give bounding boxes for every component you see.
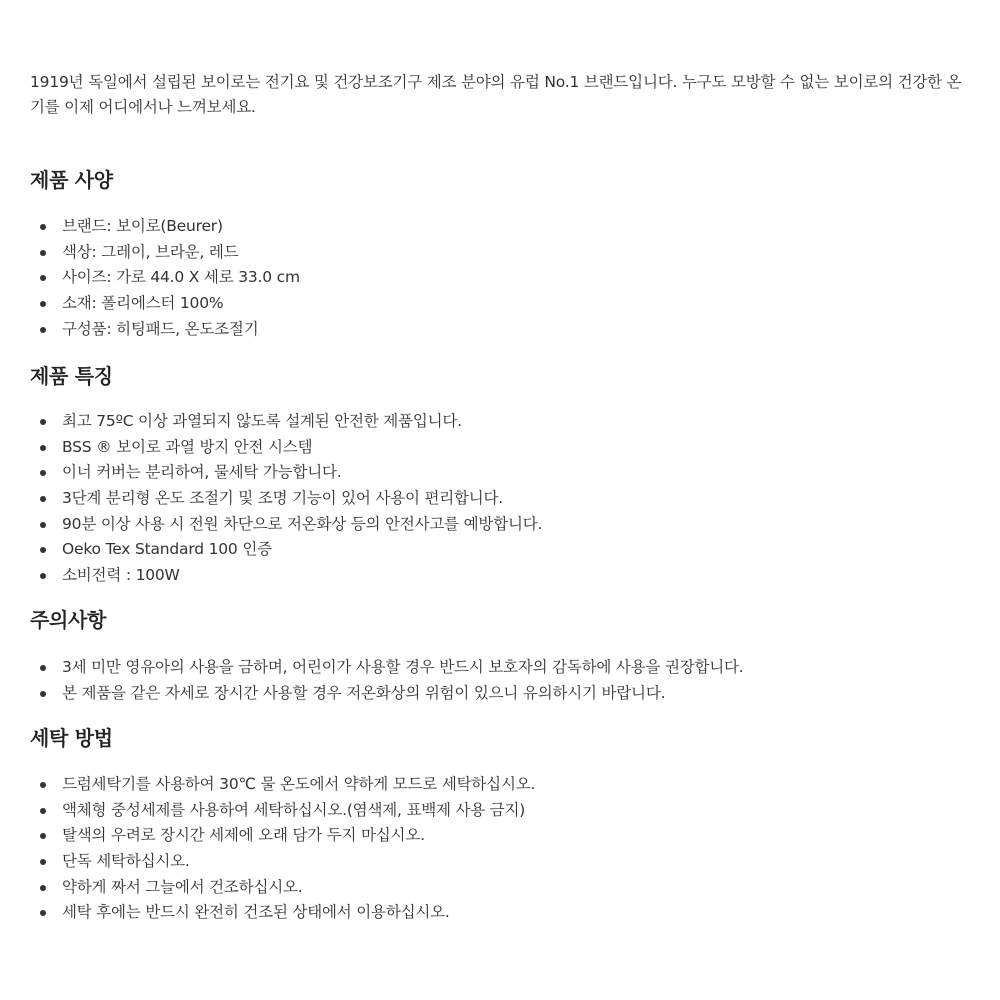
bullet-dot-icon [40, 859, 46, 865]
list-item-text: 본 제품을 같은 자세로 장시간 사용할 경우 저온화상의 위험이 있으니 유의하시기 바랍니다. [62, 683, 666, 702]
bullet-dot-icon [40, 547, 46, 553]
list-item-text: 색상: 그레이, 브라운, 레드 [62, 242, 239, 261]
list-item [40, 563, 542, 589]
list-item-text: Oeko Tex Standard 100 인증 [62, 540, 272, 559]
list-item [40, 823, 535, 849]
section-title-precautions: 주의사항 [30, 608, 107, 632]
specifications-list [40, 214, 300, 342]
bullet-dot-icon [40, 445, 46, 451]
list-item-text: 3세 미만 영유아의 사용을 금하며, 어린이가 사용할 경우 반드시 보호자의 감독하에 사용을 권장합니다. [62, 658, 744, 676]
list-item-text: 소비전력 : 100W [62, 566, 180, 585]
bullet-dot-icon [40, 250, 46, 256]
list-item-text: 최고 75ºC 이상 과열되지 않도록 설계된 안전한 제품입니다. [62, 412, 462, 430]
list-item [40, 772, 535, 798]
bullet-dot-icon [40, 301, 46, 307]
list-item-text: 사이즈: 가로 44.0 X 세로 33.0 cm [62, 268, 300, 287]
bullet-dot-icon [40, 470, 46, 476]
list-item-text: 이너 커버는 분리하여, 물세탁 가능합니다. [62, 463, 342, 482]
list-item-text: 약하게 짜서 그늘에서 건조하십시오. [62, 877, 303, 896]
list-item [40, 512, 542, 538]
list-item [40, 798, 535, 824]
bullet-dot-icon [40, 885, 46, 891]
features-list [40, 409, 542, 589]
list-item [40, 435, 542, 461]
list-item [40, 900, 535, 926]
precautions-list [40, 655, 744, 706]
list-item-text: 구성품: 히팅패드, 온도조절기 [62, 319, 259, 338]
list-item-text: 단독 세탁하십시오. [62, 852, 190, 871]
list-item [40, 265, 300, 291]
bullet-dot-icon [40, 808, 46, 814]
list-item [40, 849, 535, 875]
bullet-dot-icon [40, 665, 46, 671]
list-item-text: BSS ® 보이로 과열 방지 안전 시스템 [62, 437, 313, 456]
list-item [40, 655, 744, 681]
bullet-dot-icon [40, 782, 46, 788]
bullet-dot-icon [40, 910, 46, 916]
bullet-dot-icon [40, 419, 46, 425]
list-item [40, 875, 535, 901]
list-item [40, 409, 542, 435]
bullet-dot-icon [40, 275, 46, 281]
list-item [40, 291, 300, 317]
list-item [40, 681, 744, 707]
washing-list [40, 772, 535, 926]
intro-paragraph: 1919년 독일에서 설립된 보이로는 전기요 및 건강보조기구 제조 분야의 유럽 No.1 브랜드입니다. 누구도 모방할 수 없는 보이로의 건강한 온기를 이제 어디에서나 느껴보세요. [30, 73, 962, 116]
list-item-text: 브랜드: 보이로(Beurer) [62, 217, 223, 235]
section-title-washing: 세탁 방법 [30, 726, 113, 750]
list-item [40, 460, 542, 486]
bullet-dot-icon [40, 224, 46, 230]
list-item-text: 세탁 후에는 반드시 완전히 건조된 상태에서 이용하십시오. [62, 903, 450, 922]
list-item-text: 액체형 중성세제를 사용하여 세탁하십시오.(염색제, 표백제 사용 금지) [62, 800, 526, 819]
list-item-text: 소재: 폴리에스터 100% [62, 294, 224, 313]
bullet-dot-icon [40, 522, 46, 528]
list-item [40, 537, 542, 563]
list-item [40, 317, 300, 343]
bullet-dot-icon [40, 833, 46, 839]
list-item-text: 탈색의 우려로 장시간 세제에 오래 담가 두지 마십시오. [62, 826, 425, 845]
list-item [40, 486, 542, 512]
list-item [40, 214, 300, 240]
bullet-dot-icon [40, 691, 46, 697]
section-title-specifications: 제품 사양 [30, 168, 113, 192]
bullet-dot-icon [40, 327, 46, 333]
bullet-dot-icon [40, 496, 46, 502]
list-item-text: 90분 이상 사용 시 전원 차단으로 저온화상 등의 안전사고를 예방합니다. [62, 514, 543, 533]
list-item-text: 드럼세탁기를 사용하여 30℃ 물 온도에서 약하게 모드로 세탁하십시오. [62, 775, 536, 793]
list-item-text: 3단계 분리형 온도 조절기 및 조명 기능이 있어 사용이 편리합니다. [62, 489, 504, 508]
bullet-dot-icon [40, 573, 46, 579]
section-title-features: 제품 특징 [30, 364, 113, 388]
list-item [40, 240, 300, 266]
